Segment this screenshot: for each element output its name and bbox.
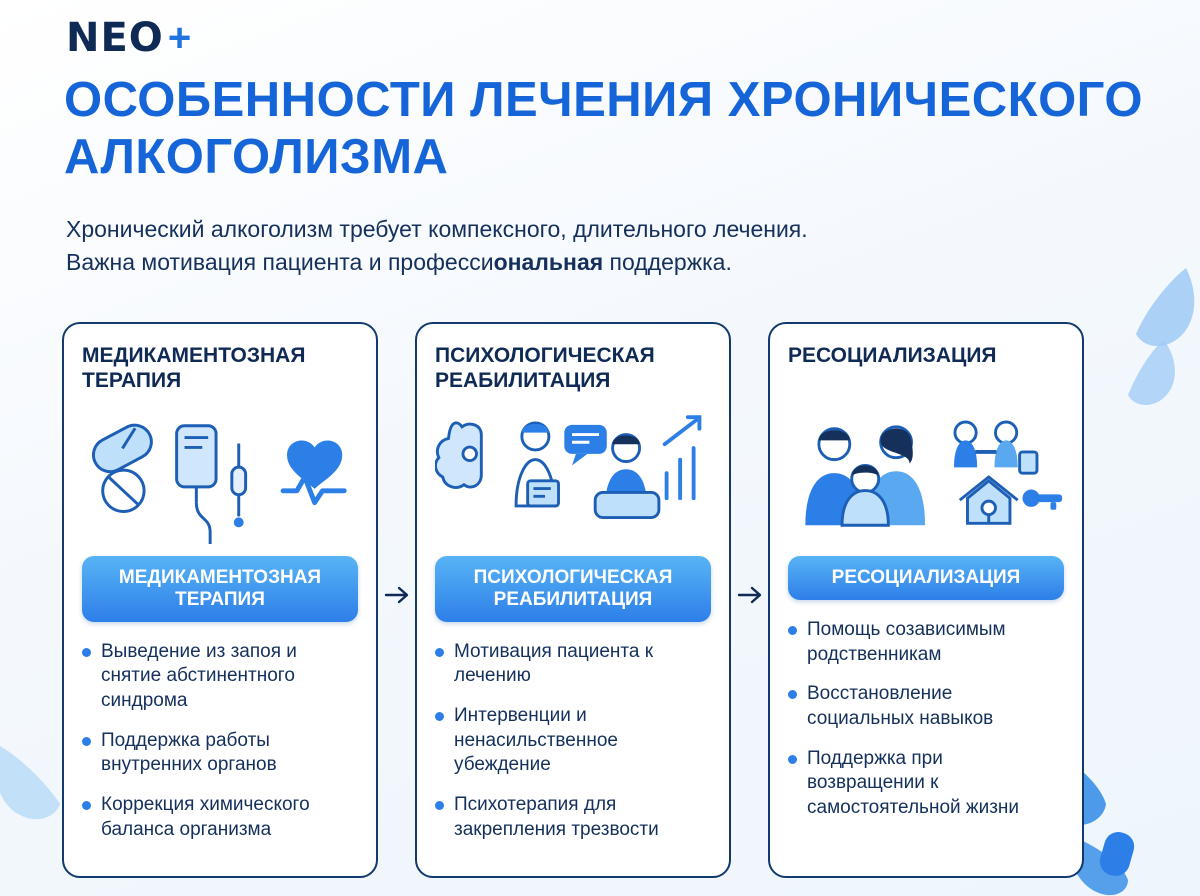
bullet-dot-icon <box>788 690 797 699</box>
subtitle-part-pre: Важна мотивация пациента и професси <box>66 249 494 276</box>
flow-arrow-2 <box>731 584 768 606</box>
bullet-text: Помощь созависимым родственникам <box>807 618 1006 665</box>
list-item <box>435 704 711 778</box>
bullet-text: Психотерапия для закрепления трезвости <box>454 794 659 840</box>
bullet-text: Восстановление социальных навыков <box>807 683 994 729</box>
stage-title: МЕДИКАМЕНТОЗНАЯ ТЕРАПИЯ <box>82 344 306 392</box>
page-title: ОСОБЕННОСТИ ЛЕЧЕНИЯ ХРОНИЧЕСКОГО АЛКОГОЛИЗМА <box>64 73 1143 184</box>
list-item <box>788 682 1064 731</box>
bullet-text: Коррекция химического баланса организма <box>101 794 310 840</box>
bullet-text: Поддержка работы внутренних органов <box>101 729 277 776</box>
list-item <box>435 640 711 689</box>
list-item <box>82 793 358 842</box>
bullet-text: Мотивация пациента к лечению <box>454 640 654 687</box>
list-item <box>82 729 358 778</box>
bullet-text: Интервенции и ненасильственное убеждение <box>454 705 618 776</box>
list-item <box>82 640 358 714</box>
arrow-right-icon <box>735 584 765 606</box>
stage-bullet-list <box>82 640 358 843</box>
list-item <box>435 793 711 842</box>
therapy-session-brain-chart-icon <box>435 407 711 547</box>
arrow-right-icon <box>382 584 412 606</box>
bullet-dot-icon <box>788 626 797 635</box>
flow-arrow-1 <box>378 584 415 606</box>
stage-card-psychological <box>415 322 731 878</box>
bullet-dot-icon <box>788 755 797 764</box>
bullet-dot-icon <box>435 801 444 810</box>
page-subtitle <box>66 213 1076 280</box>
bullet-text: Поддержка при возвращении к самостоятельной жизни <box>807 747 1020 818</box>
bullet-dot-icon <box>435 712 444 721</box>
family-handshake-house-icon <box>788 407 1064 547</box>
bullet-text: Выведение из запоя и снятие абстинентного синдрома <box>101 640 297 712</box>
stage-card-medication <box>62 322 378 878</box>
stage-card-resocialization <box>768 322 1084 878</box>
stage-chip[interactable]: РЕСОЦИАЛИЗАЦИЯ <box>788 556 1064 600</box>
pills-iv-drip-heartbeat-icon <box>82 407 358 547</box>
bullet-dot-icon <box>82 737 91 746</box>
subtitle-line-1: Хронический алкоголизм требует компексного, длительного лечения. <box>66 216 808 242</box>
stage-title: РЕСОЦИАЛИЗАЦИЯ <box>788 344 997 367</box>
brand-name: NEO <box>66 15 164 61</box>
list-item <box>788 747 1064 821</box>
stage-illustration-resocialization <box>788 402 1064 552</box>
subtitle-part-bold: ональная <box>493 249 604 276</box>
stage-bullet-list <box>788 618 1064 821</box>
stage-bullet-list <box>435 640 711 843</box>
list-item <box>788 618 1064 667</box>
subtitle-line-2 <box>66 246 1076 279</box>
stage-chip[interactable]: ПСИХОЛОГИЧЕСКАЯ РЕАБИЛИТАЦИЯ <box>435 556 711 622</box>
stage-chip[interactable]: МЕДИКАМЕНТОЗНАЯ ТЕРАПИЯ <box>82 556 358 622</box>
bullet-dot-icon <box>435 648 444 657</box>
bullet-dot-icon <box>82 648 91 657</box>
bullet-dot-icon <box>82 801 91 810</box>
stage-illustration-psychological <box>435 402 711 552</box>
stage-illustration-medication <box>82 402 358 552</box>
subtitle-part-post: поддержка. <box>603 249 732 276</box>
stage-title: ПСИХОЛОГИЧЕСКАЯ РЕАБИЛИТАЦИЯ <box>435 344 655 392</box>
brand-plus-icon: + <box>167 16 192 60</box>
brand-logo <box>66 15 192 61</box>
treatment-stages <box>62 322 1140 882</box>
